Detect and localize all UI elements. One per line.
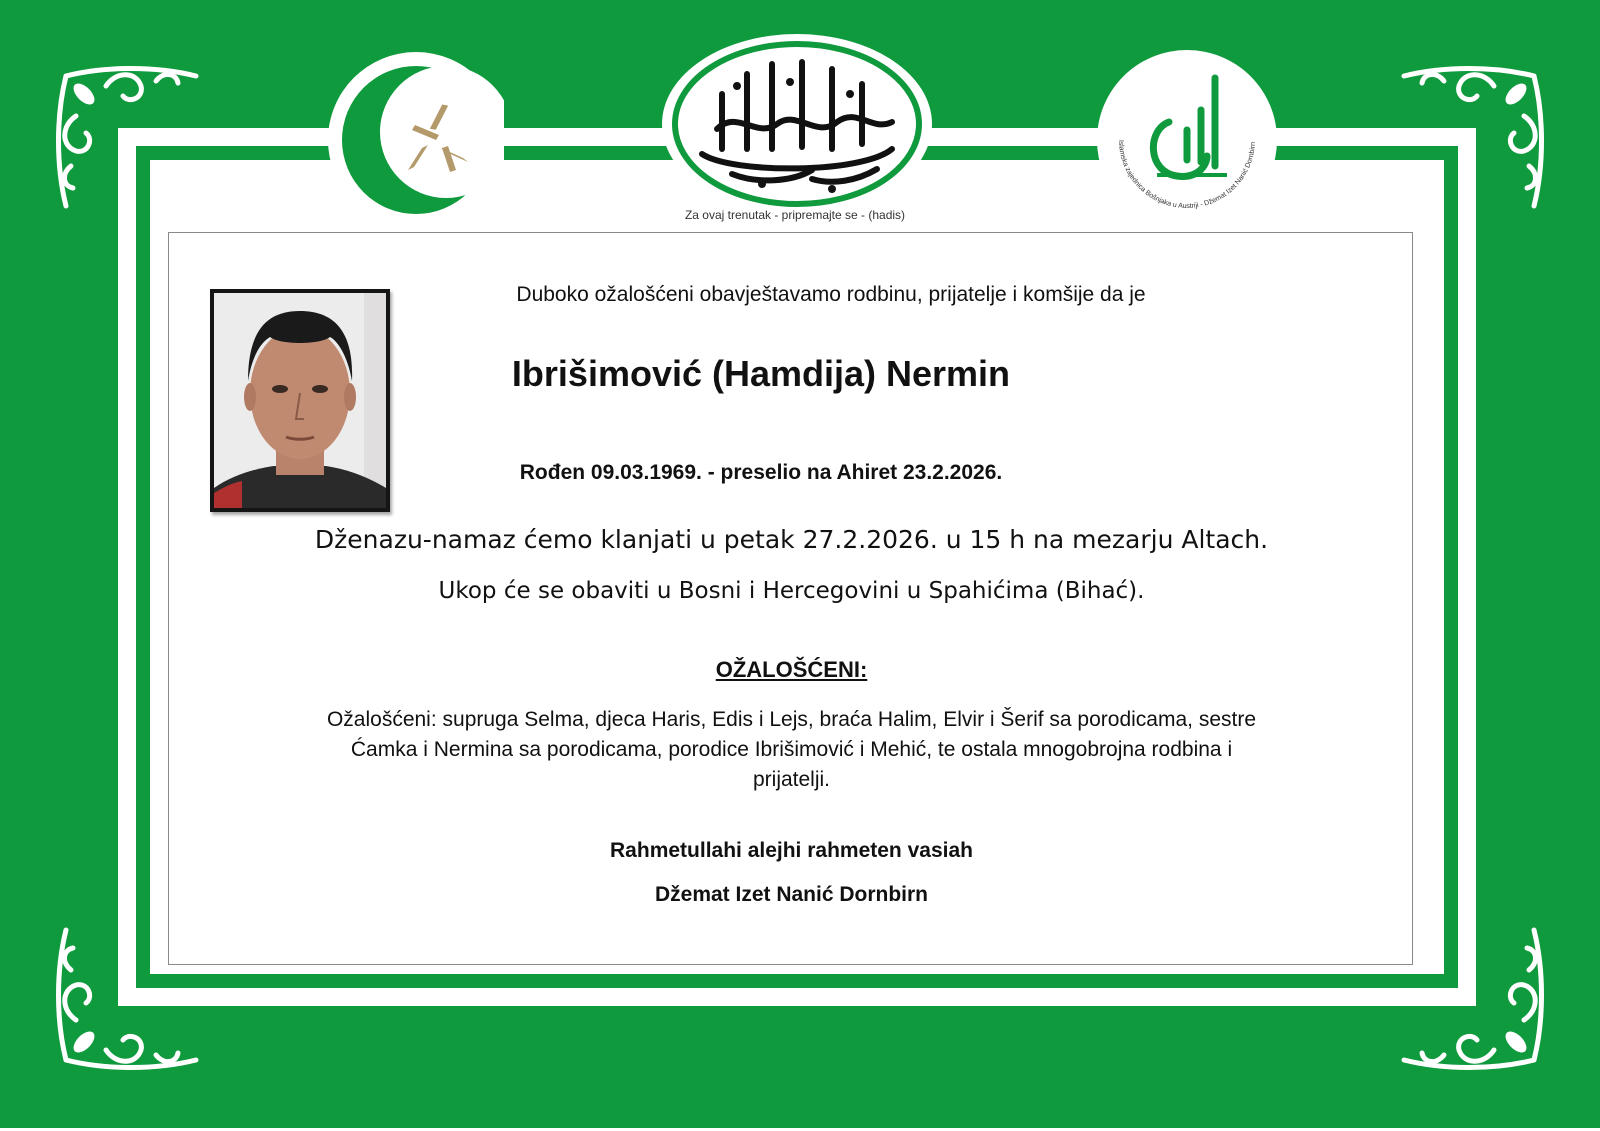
mourners-line: Ćamka i Nermina sa porodicama, porodice Ibrišimović i Mehić, te ostala mnogobrojna rodbina i <box>350 738 1233 761</box>
mourners-line: Ožalošćeni: supruga Selma, djeca Haris, Edis i Lejs, braća Halim, Elvir i Šerif sa porodicama, sestre <box>326 708 1257 731</box>
crescent-medallion <box>328 52 504 228</box>
hadis-caption: Za ovaj trenutak - pripremajte se - (hadis) <box>684 208 906 222</box>
mourners-line: prijatelji. <box>752 768 831 791</box>
deceased-name: Ibrišimović (Hamdija) Nermin <box>511 353 1011 394</box>
mourners-list <box>169 705 1414 795</box>
mourners-heading: OŽALOŠĆENI: <box>715 657 868 682</box>
floral-corner-icon <box>1394 920 1554 1080</box>
prayer-text: Rahmetullahi alejhi rahmeten vasiah <box>610 839 973 862</box>
portrait-image <box>214 293 386 508</box>
arabic-calligraphy-icon <box>662 34 932 214</box>
life-dates: Rođen 09.03.1969. - preselio na Ahiret 23.2.2026. <box>519 461 1003 484</box>
floral-corner-icon <box>46 56 206 216</box>
calligraphy-medallion <box>662 34 932 214</box>
intro-text: Duboko ožalošćeni obavještavamo rodbinu, prijatelje i komšije da je <box>516 283 1146 306</box>
logo-ring-text: Islamska zajednica Bošnjaka u Austriji - Džemat Izet Nanić Dornbirn <box>1116 139 1257 211</box>
dzemat-logo-medallion <box>1097 50 1277 230</box>
dzenaza-text: Dženazu-namaz ćemo klanjati u petak 27.2.2026. u 15 h na mezarju Altach. <box>314 525 1269 554</box>
signature-text: Džemat Izet Nanić Dornbirn <box>654 883 929 906</box>
ukop-text: Ukop će se obaviti u Bosni i Hercegovini u Spahićima (Bihać). <box>438 578 1145 604</box>
dzemat-logo-icon <box>1097 50 1277 230</box>
crescent-star-icon <box>328 52 504 228</box>
floral-corner-icon <box>1394 56 1554 216</box>
portrait-photo <box>210 289 390 512</box>
